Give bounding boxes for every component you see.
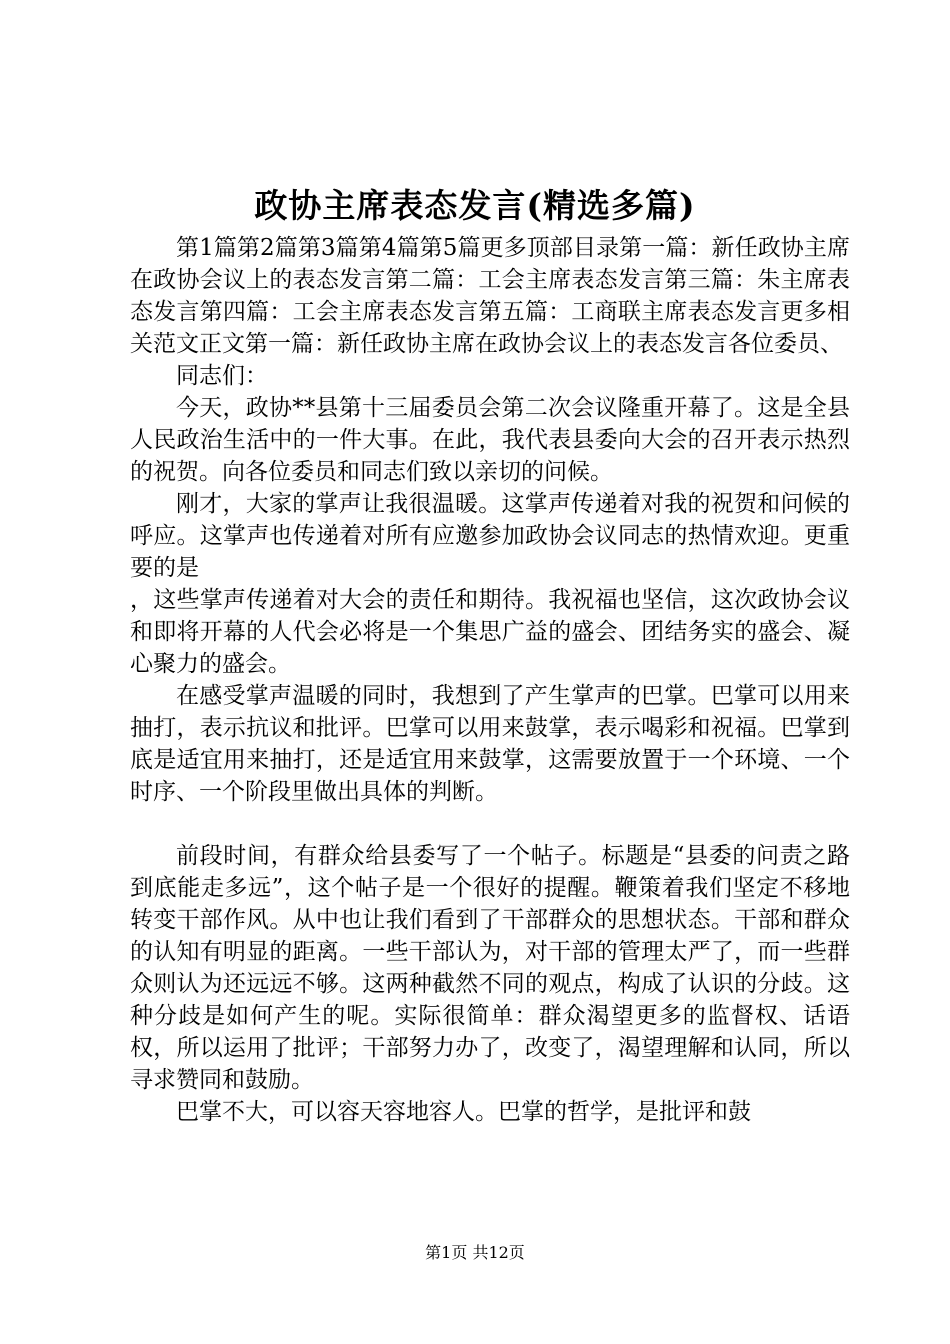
- paragraph-post: 前段时间，有群众给县委写了一个帖子。标题是“县委的问责之路到底能走多远”，这个帖子是一个很好的提醒。鞭策着我们坚定不移地转变干部作风。从中也让我们看到了干部群众的思想状态。干部和群众的认知有明显的距离。一些干部认为，对干部的管理太严了，而一些群众则认为还远远不够。这两种截然不同的观点，构成了认识的分歧。这种分歧是如何产生的呢。实际很简单：群众渴望更多的监督权、话语权，所以运用了批评；干部努力办了，改变了，渴望理解和认同，所以寻求赞同和鼓励。: [130, 843, 850, 1093]
- paragraph-applause-continued: ，这些掌声传递着对大会的责任和期待。我祝福也坚信，这次政协会议和即将开幕的人代会必将是一个集思广益的盛会、团结务实的盛会、凝心聚力的盛会。: [130, 587, 850, 677]
- page-number-footer: 第1页 共12页: [425, 1243, 525, 1262]
- document-body: [130, 232, 850, 1128]
- document-title: 政协主席表态发言(精选多篇): [254, 186, 696, 225]
- paragraph-salutation: 同志们：: [176, 363, 268, 389]
- paragraph-opening: 今天，政协**县第十三届委员会第二次会议隆重开幕了。这是全县人民政治生活中的一件大事。在此，我代表县委向大会的召开表示热烈的祝贺。向各位委员和同志们致以亲切的问候。: [130, 395, 850, 485]
- paragraph-applause: 刚才，大家的掌声让我很温暖。这掌声传递着对我的祝贺和问候的呼应。这掌声也传递着对所有应邀参加政协会议同志的热情欢迎。更重要的是: [130, 491, 850, 581]
- paragraph-palm-philosophy: 巴掌不大，可以容天容地容人。巴掌的哲学，是批评和鼓: [176, 1099, 751, 1125]
- paragraph-palm: 在感受掌声温暖的同时，我想到了产生掌声的巴掌。巴掌可以用来抽打，表示抗议和批评。巴掌可以用来鼓掌，表示喝彩和祝福。巴掌到底是适宜用来抽打，还是适宜用来鼓掌，这需要放置于一个环境、一个时序、一个阶段里做出具体的判断。: [130, 683, 850, 805]
- paragraph-table-of-contents: 第1篇第2篇第3篇第4篇第5篇更多顶部目录第一篇：新任政协主席在政协会议上的表态发言第二篇：工会主席表态发言第三篇：朱主席表态发言第四篇：工会主席表态发言第五篇：工商联主席表态发言更多相关范文正文第一篇：新任政协主席在政协会议上的表态发言各位委员、: [130, 235, 850, 357]
